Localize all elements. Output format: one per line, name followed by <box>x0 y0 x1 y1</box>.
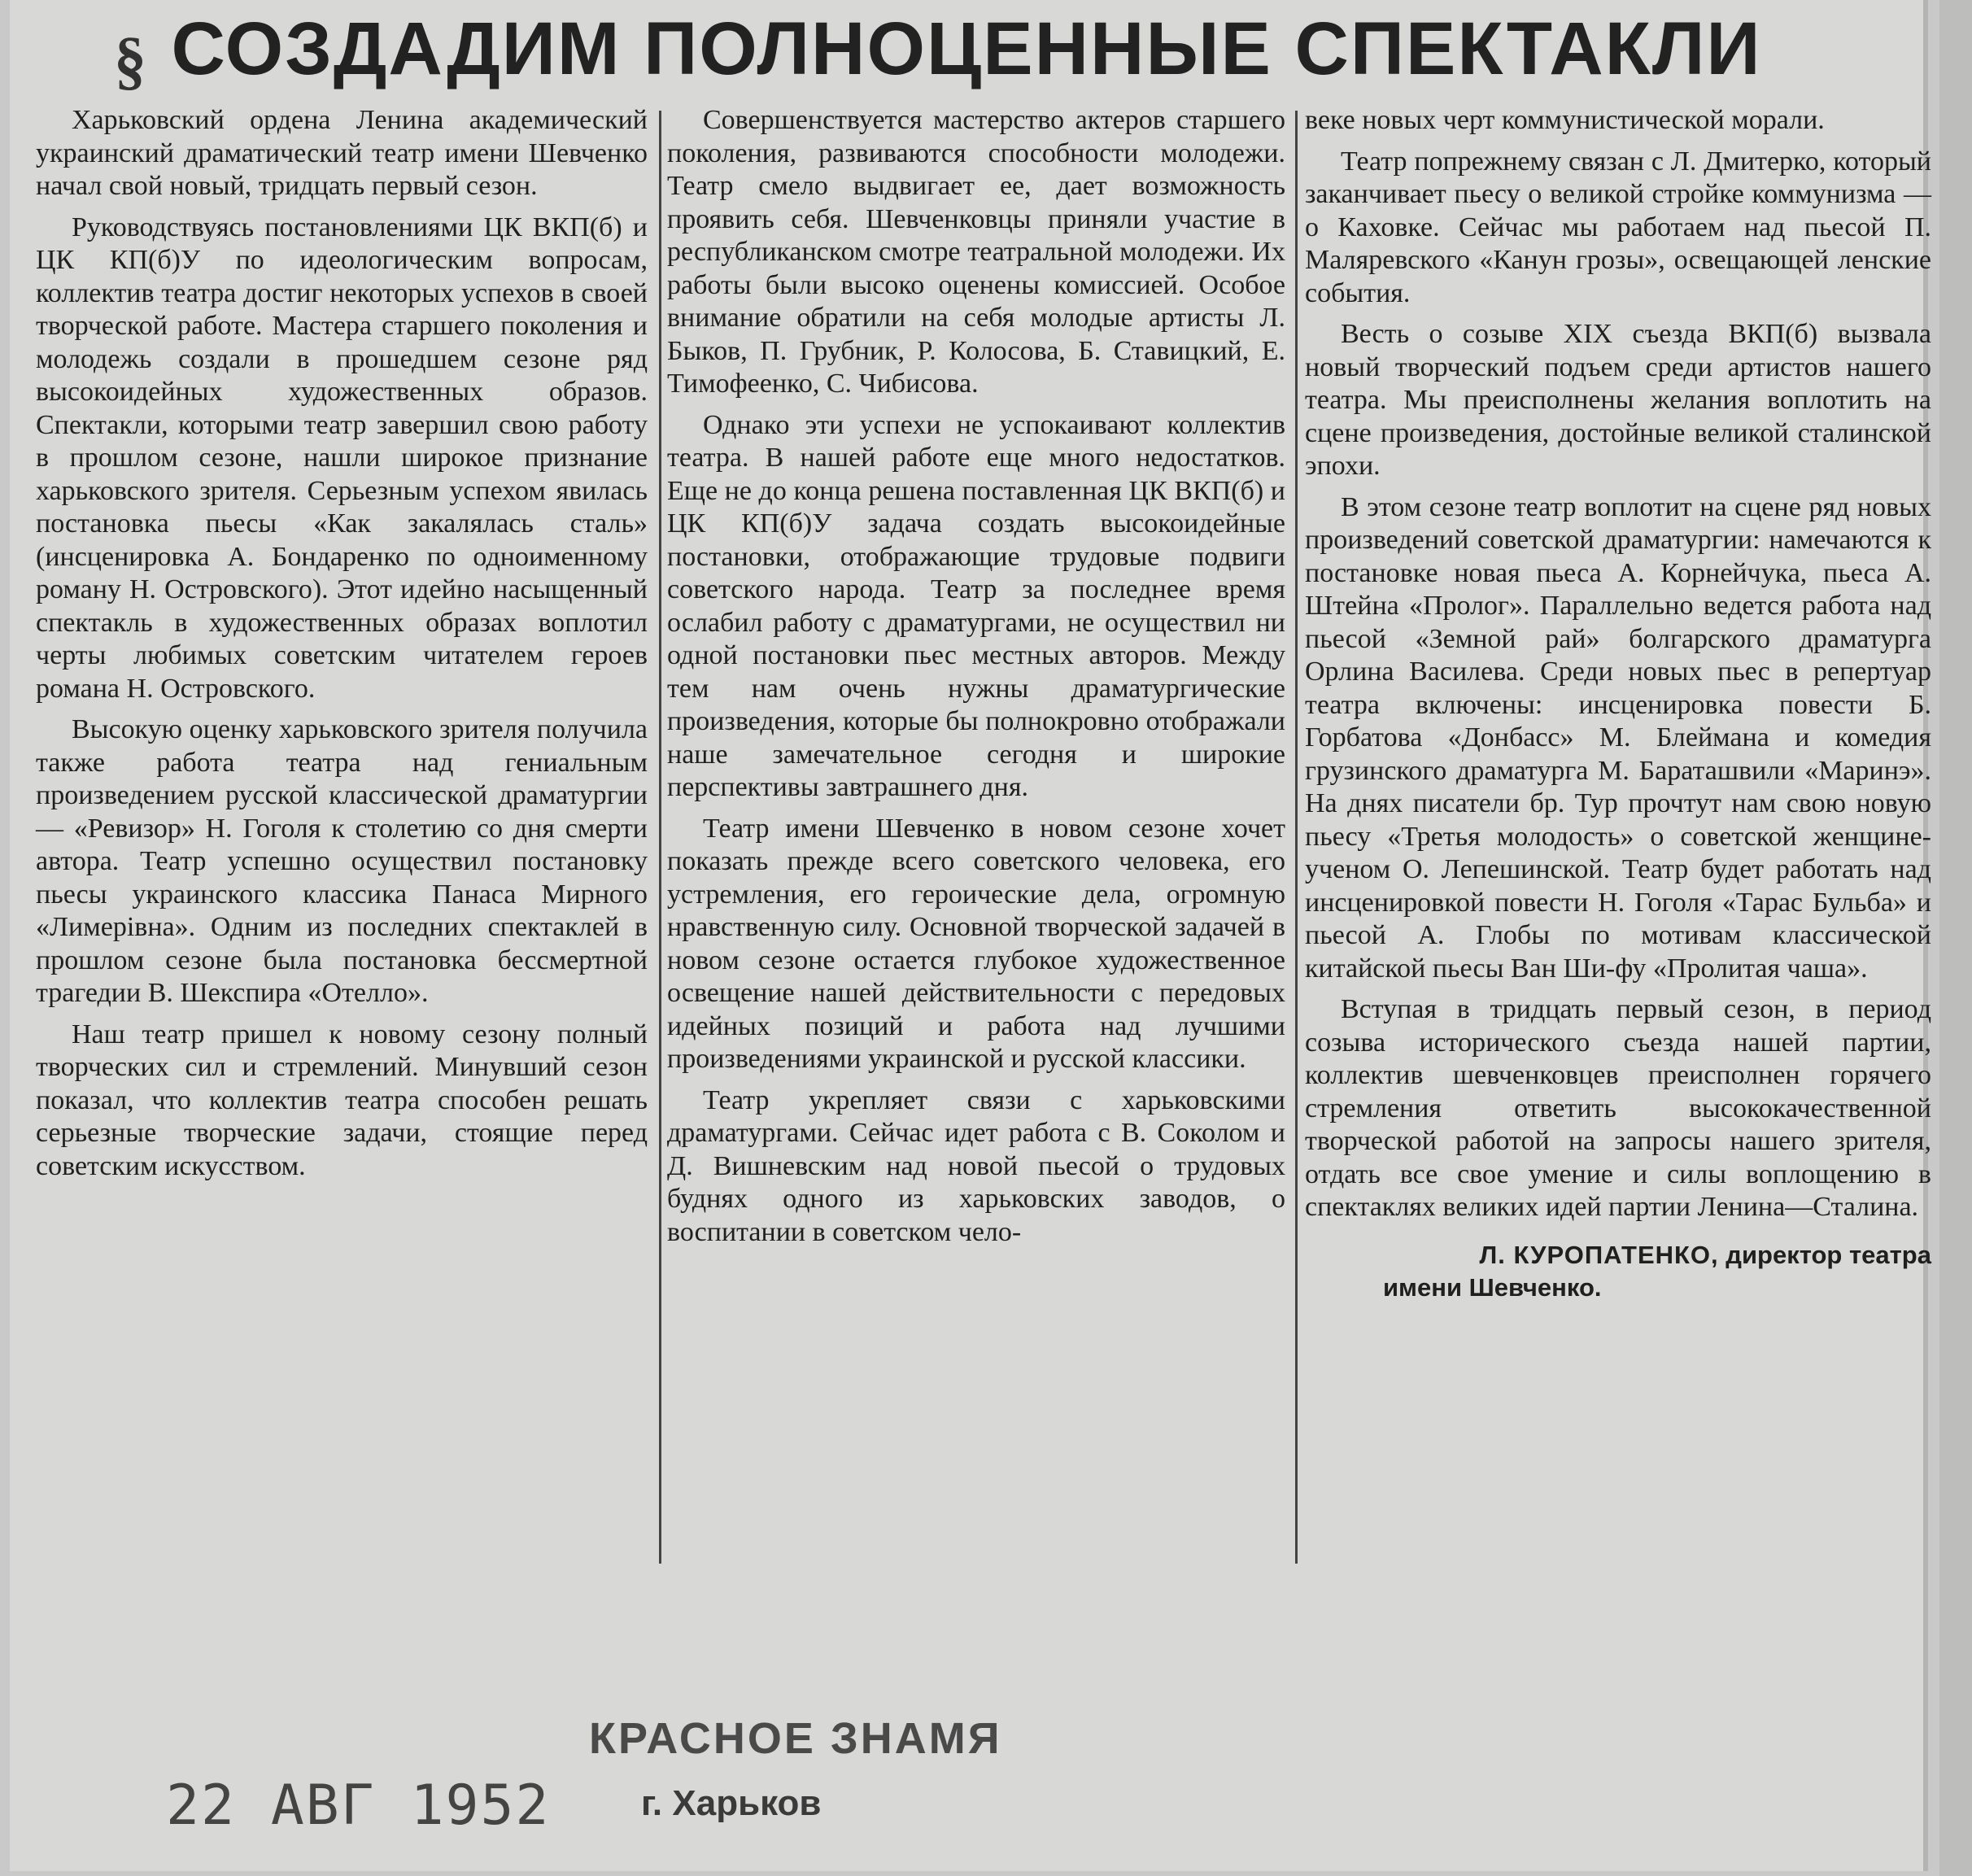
author-role-line2: имени Шевченко. <box>1383 1272 1602 1302</box>
scan-edge <box>1939 0 1972 1876</box>
newspaper-name-stamp: КРАСНОЕ ЗНАМЯ <box>589 1714 1002 1763</box>
paragraph: Вступая в тридцать первый сезон, в период созыва исторического съезда нашей партии, коллектив шевченковцев преисполнен горячего стремления ответить высококачественной творческой работой на запросы нашего зрителя, отдать все свое умение и силы воплощению в спектаклях великих идей партии Ленина—Сталина. <box>1305 994 1931 1222</box>
author-role: директор театра <box>1726 1240 1931 1269</box>
margin-mark: § <box>114 25 146 97</box>
article-column-2 <box>667 104 1285 1257</box>
article-column-1 <box>36 104 648 1191</box>
paragraph: Однако эти успехи не успокаивают коллектив театра. В нашей работе еще много недостатков. Еще не до конца решена поставленная ЦК ВКП(б) и ЦК КП(б)У задача создать высокоидейные постановки, отображающие трудовые подвиги советского народа. Театр за последнее время ослабил работу с драматургами, не осуществил ни одной постановки пьес местных авторов. Между тем нам очень нужны драматургические произведения, которые бы полнокровно отображали наше замечательное сегодня и широкие перспективы завтрашнего дня. <box>667 409 1285 802</box>
article-column-3 <box>1305 104 1931 1304</box>
paragraph: Театр имени Шевченко в новом сезоне хочет показать прежде всего советского человека, его устремления, его героические дела, огромную нравственную силу. Основной творческой задачей в новом сезоне остается глубокое художественное освещение нашей действительности с передовых идейных позиций и работа над лучшими произведениями украинской и русской классики. <box>667 813 1285 1074</box>
paragraph: Высокую оценку харьковского зрителя получила также работа театра над гениальным произведением русской классической драматургии — «Ревизор» Н. Гоголя к столетию со дня смерти автора. Театр успешно осуществил постановку пьесы украинского классика Панаса Мирного «Лимерівна». Одним из последних спектаклей в прошлом сезоне была постановка бессмертной трагедии В. Шекспира «Отелло». <box>36 714 648 1008</box>
author-signature <box>1305 1239 1931 1304</box>
author-name: Л. КУРОПАТЕНКО, <box>1479 1240 1719 1269</box>
column-divider <box>1295 111 1298 1564</box>
article-headline: СОЗДАДИМ ПОЛНОЦЕННЫЕ СПЕКТАКЛИ <box>171 7 1762 90</box>
paragraph: Харьковский ордена Ленина академический украинский драматический театр имени Шевченко начал свой новый, тридцать первый сезон. <box>36 105 648 201</box>
paragraph: Весть о созыве XIX съезда ВКП(б) вызвала новый творческий подъем среди артистов нашего театра. Мы преисполнены желания воплотить на сцене произведения, достойные великой сталинской эпохи. <box>1305 319 1931 481</box>
newspaper-clipping <box>10 0 1931 1871</box>
paragraph: Наш театр пришел к новому сезону полный творческих сил и стремлений. Минувший сезон показал, что коллектив театра способен решать серьезные творческие задачи, стоящие перед советским искусством. <box>36 1019 648 1181</box>
column-divider <box>659 111 661 1564</box>
paragraph: веке новых черт коммунистической морали. <box>1305 105 1825 135</box>
paragraph: Совершенствуется мастерство актеров старшего поколения, развиваются способности молодежи. Театр смело выдвигает ее, дает возможность проявить себя. Шевченковцы приняли участие в республиканском смотре театральной молодежи. Их работы были высоко оценены комиссией. Особое внимание обратили на себя молодые артисты Л. Быков, П. Грубник, Р. Колосова, Б. Ставицкий, Е. Тимофеенко, С. Чибисова. <box>667 105 1285 399</box>
paragraph: Театр попрежнему связан с Л. Дмитерко, который заканчивает пьесу о великой стройке коммунизма — о Каховке. Сейчас мы работаем над пьесой П. Маляревского «Канун грозы», освещающей ленские события. <box>1305 146 1931 308</box>
date-stamp: 22 АВГ 1952 <box>166 1773 551 1838</box>
paragraph: Руководствуясь постановлениями ЦК ВКП(б) и ЦК КП(б)У по идеологическим вопросам, коллектив театра достиг некоторых успехов в своей творческой работе. Мастера старшего поколения и молодежь создали в прошедшем сезоне ряд высокоидейных художественных образов. Спектакли, которыми театр завершил свою работу в прошлом сезоне, нашли широкое признание харьковского зрителя. Серьезным успехом явилась постановка пьесы «Как закалялась сталь» (инсценировка А. Бондаренко по одноименному роману Н. Островского). Этот идейно насыщенный спектакль в художественных образах воплотил черты любимых советским читателем героев романа Н. Островского. <box>36 212 648 704</box>
city-stamp: г. Харьков <box>641 1783 822 1823</box>
paragraph: Театр укрепляет связи с харьковскими драматургами. Сейчас идет работа с В. Соколом и Д. Вишневским над новой пьесой о трудовых буднях одного из харьковских заводов, о воспитании в советском чело- <box>667 1084 1285 1247</box>
paragraph: В этом сезоне театр воплотит на сцене ряд новых произведений советской драматургии: намечаются к постановке новая пьеса А. Корнейчука, пьеса А. Штейна «Пролог». Параллельно ведется работа над пьесой «Земной рай» болгарского драматурга Орлина Василева. Среди новых пьес в репертуар театра включены: инсценировка повести Б. Горбатова «Донбасс» М. Блеймана и комедия грузинского драматурга М. Бараташвили «Маринэ». На днях писатели бр. Тур прочтут нам свою новую пьесу «Третья молодость» о советской женщине-ученом О. Лепешинской. Театр будет работать над инсценировкой повести Н. Гоголя «Тарас Бульба» и пьесой А. Глобы по мотивам классической китайской пьесы Ван Ши-фу «Пролитая чаша». <box>1305 491 1931 984</box>
